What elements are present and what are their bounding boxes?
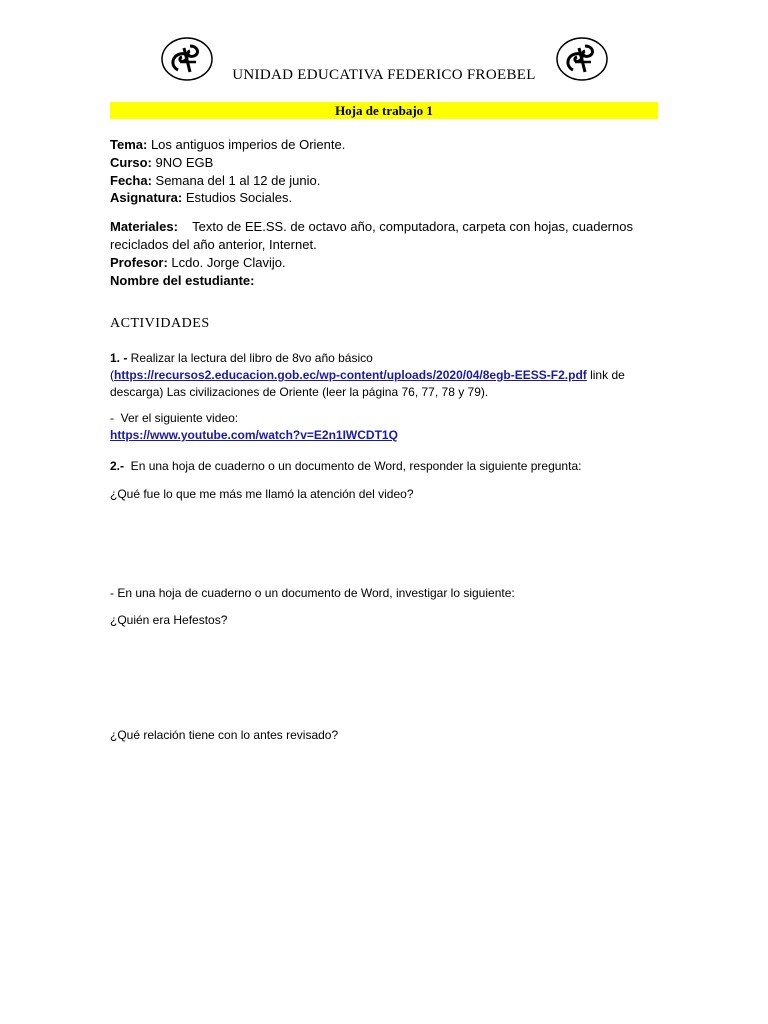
activity-1-after-link: link de descarga) Las civilizaciones de Oriente (leer la página 76, 77, 78 y 79). xyxy=(110,368,625,399)
activity-2-text: En una hoja de cuaderno o un documento de Word, responder la siguiente pregunta: xyxy=(124,459,582,473)
activity-1-text: Realizar la lectura del libro de 8vo año básico xyxy=(127,351,373,365)
question-3: ¿Qué relación tiene con lo antes revisado? xyxy=(110,728,339,742)
tema-label: Tema: xyxy=(110,137,148,152)
question-2: ¿Quién era Hefestos? xyxy=(110,613,228,627)
textbook-download-link[interactable]: https://recursos2.educacion.gob.ec/wp-content/uploads/2020/04/8egb-EESS-F2.pdf xyxy=(114,368,587,382)
curso-value: 9NO EGB xyxy=(151,155,214,170)
worksheet-title-bar xyxy=(110,102,658,119)
asignatura-label: Asignatura: xyxy=(110,190,183,205)
materiales-block xyxy=(110,218,658,290)
materiales-value: Texto de EE.SS. de octavo año, computadora, carpeta con hojas, cuadernos reciclados del año anterior, Internet. xyxy=(110,219,637,252)
curso-label: Curso: xyxy=(110,155,152,170)
fecha-line xyxy=(110,172,320,190)
video-block xyxy=(110,410,658,444)
asignatura-value: Estudios Sociales. xyxy=(182,190,293,205)
tema-value: Los antiguos imperios de Oriente. xyxy=(147,137,346,152)
tema-line xyxy=(110,136,345,154)
question-1: ¿Qué fue lo que me más me llamó la atención del video? xyxy=(110,487,414,501)
school-name: UNIDAD EDUCATIVA FEDERICO FROEBEL xyxy=(232,67,536,83)
asignatura-line xyxy=(110,189,292,207)
fecha-value: Semana del 1 al 12 de junio. xyxy=(151,173,321,188)
profesor-label: Profesor: xyxy=(110,255,168,270)
activity-3: - En una hoja de cuaderno o un documento de Word, investigar lo siguiente: xyxy=(110,586,515,600)
activity-1 xyxy=(110,350,658,401)
estudiante-label: Nombre del estudiante: xyxy=(110,273,255,288)
activities-heading: ACTIVIDADES xyxy=(110,316,210,331)
materiales-label: Materiales: xyxy=(110,219,178,234)
curso-line xyxy=(110,154,213,172)
activity-2-number: 2.- xyxy=(110,459,125,473)
video-text: - Ver el siguiente video: xyxy=(110,411,239,425)
activity-1-number: 1. - xyxy=(110,351,128,365)
worksheet-title: Hoja de trabajo 1 xyxy=(335,103,433,118)
activity-1-paren: ( xyxy=(110,368,114,382)
fecha-label: Fecha: xyxy=(110,173,152,188)
profesor-value: Lcdo. Jorge Clavijo. xyxy=(167,255,286,270)
youtube-video-link[interactable]: https://www.youtube.com/watch?v=E2n1IWCDT1Q xyxy=(110,428,398,442)
activity-2 xyxy=(110,458,658,475)
